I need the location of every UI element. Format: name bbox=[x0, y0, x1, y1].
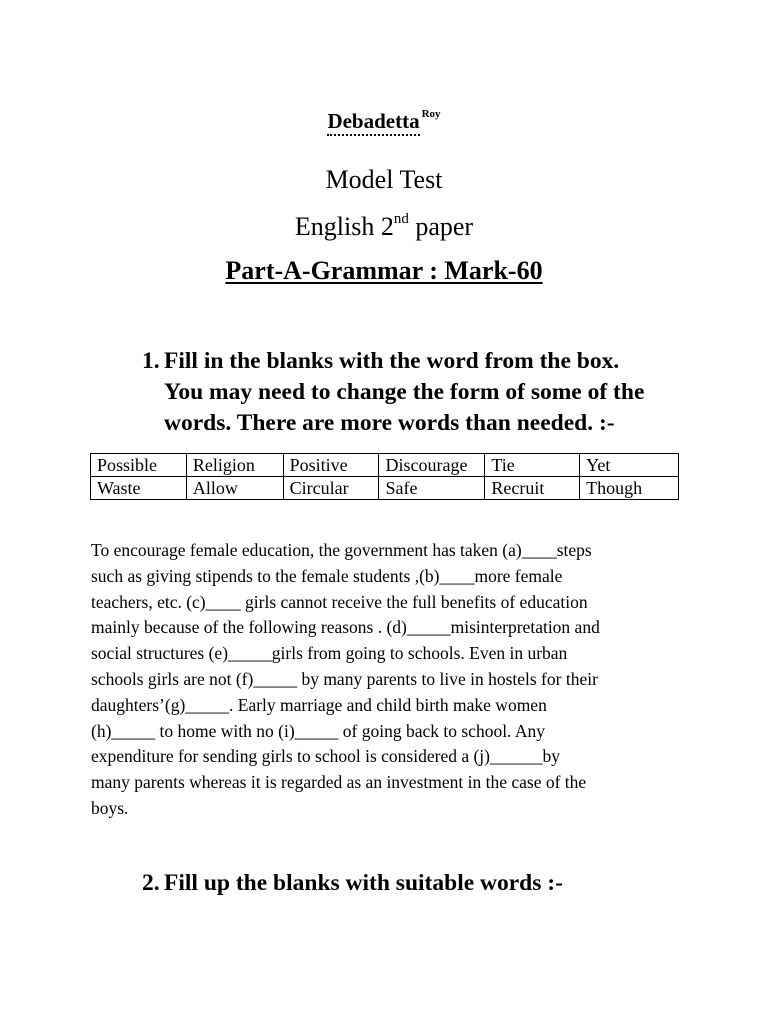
word-box-cell: Positive bbox=[283, 454, 379, 477]
word-box-row bbox=[91, 454, 679, 477]
doc-title: Model Test bbox=[325, 165, 443, 194]
word-box-cell: Waste bbox=[91, 477, 187, 500]
question-1-text bbox=[164, 346, 644, 439]
passage bbox=[91, 538, 691, 822]
word-box-cell: Yet bbox=[580, 454, 679, 477]
passage-line: mainly because of the following reasons . (d)_____misinterpretation and bbox=[91, 617, 600, 638]
passage-line: teachers, etc. (c)____ girls cannot receive the full benefits of education bbox=[91, 591, 588, 612]
part-heading-text: Part-A-Grammar : Mark-60 bbox=[225, 256, 543, 285]
question-2-text: Fill up the blanks with suitable words :- bbox=[164, 870, 563, 896]
passage-line: schools girls are not (f)_____ by many parents to live in hostels for their bbox=[91, 668, 598, 689]
word-box-cell: Possible bbox=[91, 454, 187, 477]
passage-line: boys. bbox=[91, 797, 129, 818]
question-2-heading bbox=[142, 868, 702, 899]
subtitle-ordinal: nd bbox=[393, 211, 409, 227]
question-1-number: 1. bbox=[142, 348, 160, 374]
author-superscript: Roy bbox=[421, 108, 441, 120]
doc-subtitle bbox=[0, 211, 768, 242]
question-1-heading bbox=[142, 346, 702, 439]
word-box-row bbox=[91, 477, 679, 500]
word-box-cell: Allow bbox=[186, 477, 283, 500]
passage-line: expenditure for sending girls to school is considered a (j)______by bbox=[91, 746, 560, 767]
passage-line: such as giving stipends to the female students ,(b)____more female bbox=[91, 565, 563, 586]
question-1-line: You may need to change the form of some of the bbox=[164, 379, 645, 405]
word-box-cell: Recruit bbox=[485, 477, 580, 500]
passage-line: social structures (e)_____girls from going to schools. Even in urban bbox=[91, 643, 568, 664]
question-1-line: words. There are more words than needed. :- bbox=[164, 410, 615, 436]
word-box-cell: Discourage bbox=[379, 454, 485, 477]
author-name: Debadetta bbox=[327, 109, 419, 136]
word-box-cell: Safe bbox=[379, 477, 485, 500]
word-box-cell: Religion bbox=[186, 454, 283, 477]
subtitle-prefix: English 2 bbox=[294, 212, 394, 241]
word-box-cell: Circular bbox=[283, 477, 379, 500]
word-box-table bbox=[90, 453, 679, 500]
passage-line: To encourage female education, the government has taken (a)____steps bbox=[91, 540, 592, 560]
part-heading bbox=[0, 256, 768, 286]
question-2-number: 2. bbox=[142, 870, 160, 896]
word-box-cell: Though bbox=[580, 477, 679, 500]
question-1-line: Fill in the blanks with the word from the box. bbox=[164, 348, 620, 374]
passage-line: daughters’(g)_____. Early marriage and child birth make women bbox=[91, 694, 547, 715]
word-box-cell: Tie bbox=[485, 454, 580, 477]
subtitle-suffix: paper bbox=[408, 212, 474, 241]
passage-line: many parents whereas it is regarded as an investment in the case of the bbox=[91, 772, 587, 793]
passage-line: (h)_____ to home with no (i)_____ of going back to school. Any bbox=[91, 720, 545, 741]
author-line bbox=[0, 108, 768, 134]
